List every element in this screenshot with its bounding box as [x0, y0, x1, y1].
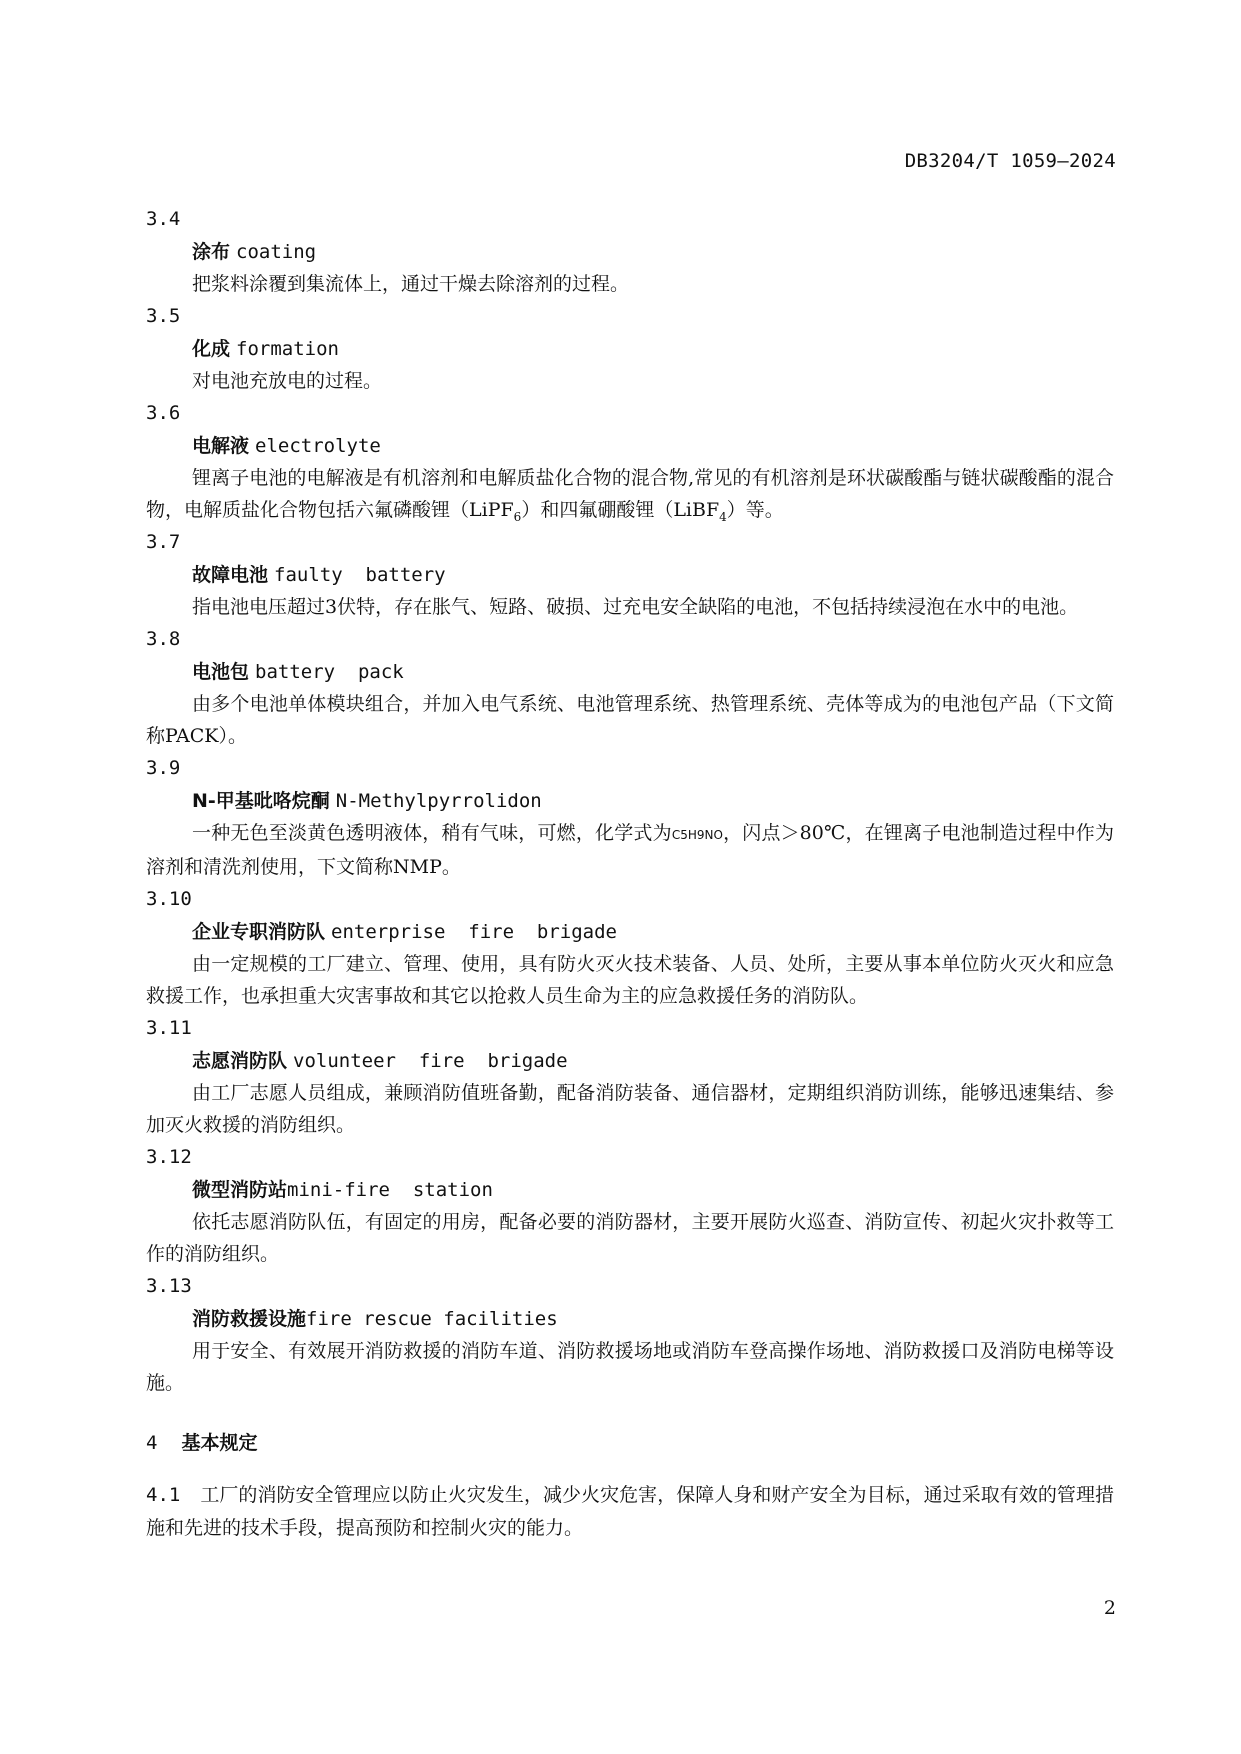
term-zh: 故障电池 — [192, 564, 269, 586]
term-title — [146, 656, 1114, 688]
term-title — [146, 1303, 1114, 1335]
term-zh: 企业专职消防队 — [192, 921, 326, 943]
term-entry — [146, 752, 1114, 883]
term-entry — [146, 203, 1114, 300]
term-entry — [146, 883, 1114, 1012]
term-entry — [146, 1012, 1114, 1141]
term-definition: 用于安全、有效展开消防救援的消防车道、消防救援场地或消防车登高操作场地、消防救援口及消防电梯等设施。 — [146, 1340, 1114, 1394]
term-title — [146, 430, 1114, 462]
term-zh: 电解液 — [192, 435, 250, 457]
term-definition: 把浆料涂覆到集流体上，通过干燥去除溶剂的过程。 — [192, 273, 630, 295]
section-number: 4 — [146, 1432, 158, 1454]
term-en: N-Methylpyrrolidon — [335, 790, 542, 812]
term-definition — [146, 817, 1114, 883]
term-number: 3.10 — [146, 888, 192, 910]
term-title — [146, 333, 1114, 365]
term-title — [146, 1174, 1114, 1206]
subscript: 6 — [513, 509, 522, 524]
term-entry — [146, 1270, 1114, 1399]
term-number: 3.6 — [146, 402, 181, 424]
definition-text: ）等。 — [726, 499, 784, 521]
term-en: enterprise fire brigade — [331, 921, 617, 943]
term-definition: 由一定规模的工厂建立、管理、使用，具有防火灭火技术装备、人员、处所，主要从事本单位防火灭火和应急救援工作，也承担重大灾害事故和其它以抢救人员生命为主的应急救援任务的消防队。 — [146, 953, 1114, 1007]
term-definition: 由多个电池单体模块组合，并加入电气系统、电池管理系统、热管理系统、壳体等成为的电池包产品（下文简称PACK）。 — [146, 693, 1114, 747]
term-number: 3.5 — [146, 305, 181, 327]
term-zh: 涂布 — [192, 241, 231, 263]
definition-text: ）和四氟硼酸锂（LiBF — [521, 499, 720, 521]
document-code: DB3204/T 1059—2024 — [904, 150, 1116, 172]
term-title — [146, 916, 1114, 948]
term-zh: 微型消防站 — [192, 1179, 288, 1201]
subscript: 4 — [719, 509, 727, 524]
term-title — [146, 1045, 1114, 1077]
clause-number: 4.1 — [146, 1484, 181, 1506]
term-entry — [146, 397, 1114, 526]
clause-paragraph — [146, 1479, 1114, 1545]
definition-text: ，闪点＞80℃，在锂离子电池制造过程中作为溶剂和清洗剂使用，下文简称NMP。 — [146, 822, 1114, 878]
term-number: 3.7 — [146, 531, 181, 553]
term-entry — [146, 300, 1114, 397]
page-number: 2 — [1103, 1597, 1116, 1619]
term-zh: N-甲基吡咯烷酮 — [192, 790, 330, 812]
term-number: 3.4 — [146, 208, 181, 230]
term-entry — [146, 623, 1114, 752]
term-number: 3.9 — [146, 757, 181, 779]
term-definition — [146, 462, 1114, 526]
term-title — [146, 236, 1114, 268]
term-zh: 志愿消防队 — [192, 1050, 288, 1072]
term-definition: 由工厂志愿人员组成，兼顾消防值班备勤，配备消防装备、通信器材，定期组织消防训练，能够迅速集结、参加灭火救援的消防组织。 — [146, 1082, 1114, 1136]
term-definition: 依托志愿消防队伍，有固定的用房，配备必要的消防器材，主要开展防火巡查、消防宣传、初起火灾扑救等工作的消防组织。 — [146, 1211, 1114, 1265]
term-en: electrolyte — [255, 435, 381, 457]
term-zh: 电池包 — [192, 661, 250, 683]
term-title — [146, 559, 1114, 591]
term-title — [146, 785, 1114, 817]
page-content — [146, 203, 1114, 1564]
definition-text: 锂离子电池的电解液是有机溶剂和电解质盐化合物的混合物,常见的有机溶剂是环状碳酸酯与链状碳酸酯的混合物，电解质盐化合物包括六氟磷酸锂（LiPF — [146, 467, 1114, 521]
term-definition: 对电池充放电的过程。 — [192, 370, 383, 392]
term-number: 3.13 — [146, 1275, 192, 1297]
term-en: mini-fire station — [287, 1179, 493, 1201]
term-en: battery pack — [255, 661, 404, 683]
section-title-text: 基本规定 — [181, 1432, 258, 1454]
term-en: faulty battery — [274, 564, 446, 586]
clause-text: 工厂的消防安全管理应以防止火灾发生，减少火灾危害，保障人身和财产安全为目标，通过采取有效的管理措施和先进的技术手段，提高预防和控制火灾的能力。 — [146, 1484, 1114, 1539]
term-definition: 指电池电压超过3伏特，存在胀气、短路、破损、过充电安全缺陷的电池，不包括持续浸泡在水中的电池。 — [192, 596, 1079, 618]
definition-text: 一种无色至淡黄色透明液体，稍有气味，可燃，化学式为 — [192, 822, 672, 844]
term-number: 3.11 — [146, 1017, 192, 1039]
term-zh: 化成 — [192, 338, 231, 360]
term-en: volunteer fire brigade — [293, 1050, 568, 1072]
term-entry — [146, 1141, 1114, 1270]
term-number: 3.12 — [146, 1146, 192, 1168]
term-en: coating — [236, 241, 317, 263]
term-entry — [146, 526, 1114, 623]
term-en: formation — [236, 338, 339, 360]
term-zh: 消防救援设施 — [192, 1308, 307, 1330]
chemical-formula: C5H9NO — [671, 828, 723, 842]
term-number: 3.8 — [146, 628, 181, 650]
section-heading — [146, 1425, 1114, 1461]
term-en: fire rescue facilities — [306, 1308, 558, 1330]
